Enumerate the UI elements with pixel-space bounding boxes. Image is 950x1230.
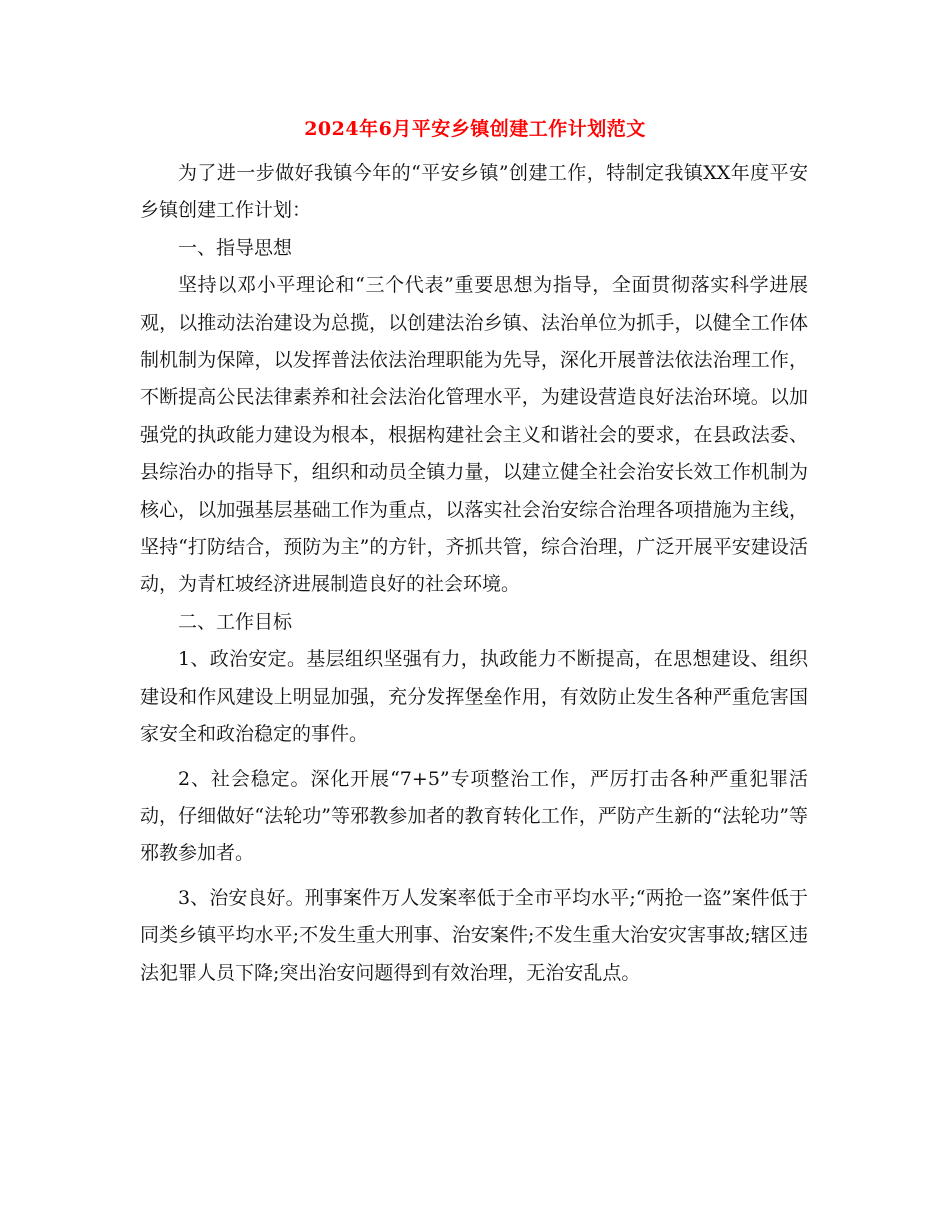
section-heading-work-goals: 二、工作目标 — [178, 610, 293, 633]
goal-item-public-order: 3、治安良好。刑事案件万人发案率低于全市平均水平;“两抢一盗”案件低于同类乡镇平均水平;不发生重大刑事、治安案件;不发生重大治安灾害事故;辖区违法犯罪人员下降;突出治安问题得到有效治理，无治安乱点。 — [140, 886, 808, 984]
guiding-ideology-paragraph: 坚持以邓小平理论和“三个代表”重要思想为指导，全面贯彻落实科学进展观，以推动法治建设为总揽，以创建法治乡镇、法治单位为抓手，以健全工作体制机制为保障，以发挥普法依法治理职能为先导，深化开展普法依法治理工作，不断提高公民法律素养和社会法治化管理水平，为建设营造良好法治环境。以加强党的执政能力建设为根本，根据构建社会主义和谐社会的要求，在县政法委、县综治办的指导下，组织和动员全镇力量，以建立健全社会治安长效工作机制为核心，以加强基层基础工作为重点，以落实社会治安综合治理各项措施为主线，坚持“打防结合，预防为主”的方针，齐抓共管，综合治理，广泛开展平安建设活动，为青杠坡经济进展制造良好的社会环境。 — [140, 274, 808, 596]
goal-item-social-stability: 2、社会稳定。深化开展“7+5”专项整治工作，严厉打击各种严重犯罪活动，仔细做好“法轮功”等邪教参加者的教育转化工作，严防产生新的“法轮功”等邪教参加者。 — [140, 767, 808, 865]
goal-item-political-stability: 1、政治安定。基层组织坚强有力，执政能力不断提高，在思想建设、组织建设和作风建设上明显加强，充分发挥堡垒作用，有效防止发生各种严重危害国家安全和政治稳定的事件。 — [140, 648, 808, 746]
intro-paragraph: 为了进一步做好我镇今年的“平安乡镇”创建工作，特制定我镇XX年度平安乡镇创建工作计划： — [140, 162, 808, 222]
document-title: 2024年6月平安乡镇创建工作计划范文 — [304, 118, 646, 140]
document-body — [140, 155, 808, 992]
section-heading-guiding-ideology: 一、指导思想 — [178, 236, 293, 259]
